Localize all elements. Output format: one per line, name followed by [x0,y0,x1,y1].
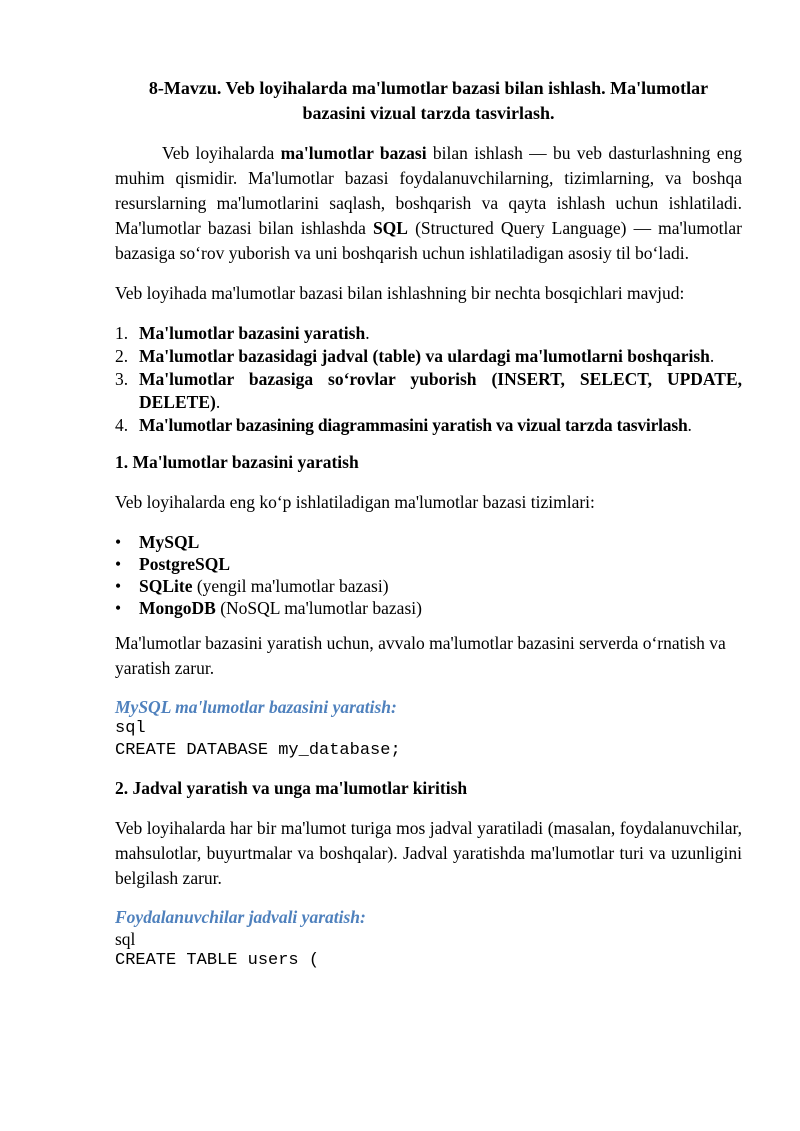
code-language: sql [115,719,146,738]
title-line-2: bazasini vizual tarzda tasvirlash. [302,103,555,123]
document-content [115,76,742,986]
code-label: MySQL ma'lumotlar bazasini yaratish: [115,697,397,717]
intro-bold-sql: SQL [372,218,408,238]
system-name: SQLite [139,576,193,596]
code-block-create-table [115,906,742,972]
list-item [115,597,742,619]
list-item [115,414,742,437]
section-2-text: Veb loyihalarda har bir ma'lumot turiga mos jadval yaratiladi (masalan, foydalanuvchilar, mahsulotlar, buyurtmalar va boshqalar). Jadval yaratishda ma'lumotlar turi va uzunligini belgilash zarur. [115,818,742,888]
code-line: CREATE DATABASE my_database; [115,741,401,760]
bullet-icon: • [115,532,122,552]
list-number: 4. [115,415,129,435]
list-item [115,531,742,553]
step-text: Ma'lumotlar bazasini yaratish [139,323,366,343]
section-1-outro: Ma'lumotlar bazasini yaratish uchun, avvalo ma'lumotlar bazasini serverda o‘rnatish va yaratish zarur. [115,633,726,678]
code-label: Foydalanuvchilar jadvali yaratish: [115,907,366,927]
step-end: . [709,346,715,366]
list-item [115,553,742,575]
system-name: MySQL [139,532,200,552]
code-line: CREATE TABLE users ( [115,951,320,970]
code-language: sql [115,929,136,949]
list-number: 1. [115,323,129,343]
list-number: 2. [115,346,129,366]
intro-text-3: (Structured Query Language) — ma'lumotlar bazasiga so‘rov yuborish va uni boshqarish uchun ishlatiladigan asosiy til bo‘ladi. [115,218,742,263]
system-note: (yengil ma'lumotlar bazasi) [192,576,389,596]
system-note: (NoSQL ma'lumotlar bazasi) [215,598,422,618]
list-number: 3. [115,369,129,389]
step-text: Ma'lumotlar bazasiga so‘rovlar yuborish (INSERT, SELECT, UPDATE, DELETE) [139,369,742,412]
code-block-create-database [115,696,742,762]
intro-text-1: Veb loyihalarda [162,143,281,163]
intro-text-2: bilan ishlash — bu veb dasturlashning eng muhim qismidir. Ma'lumotlar bazasi foydalanuvchilarning, tizimlarning, va boshqa resurslarning ma'lumotlarini saqlash, boshqarish va qayta ishlash uchun ishlatiladi. Ma'lumotlar bazasi bilan ishlashda [115,143,742,238]
list-item [115,368,742,414]
steps-intro: Veb loyihada ma'lumotlar bazasi bilan ishlashning bir nechta bosqichlari mavjud: [115,283,685,303]
bullet-icon: • [115,554,122,574]
step-end: . [215,392,221,412]
system-name: PostgreSQL [139,554,231,574]
document-title [115,76,742,126]
section-1-intro: Veb loyihalarda eng ko‘p ishlatiladigan ma'lumotlar bazasi tizimlari: [115,492,595,512]
list-item [115,575,742,597]
section-1-heading: 1. Ma'lumotlar bazasini yaratish [115,452,359,472]
bullet-icon: • [115,576,122,596]
system-name: MongoDB [139,598,216,618]
bullet-icon: • [115,598,122,618]
intro-bold-database: ma'lumotlar bazasi [280,143,427,163]
step-end: . [365,323,370,343]
list-item [115,322,742,345]
step-text: Ma'lumotlar bazasidagi jadval (table) va ulardagi ma'lumotlarni boshqarish [139,346,710,366]
steps-list [115,322,742,437]
title-line-1: 8-Mavzu. Veb loyihalarda ma'lumotlar bazasi bilan ishlash. Ma'lumotlar [148,78,709,98]
intro-paragraph [115,141,742,266]
step-end: . [687,415,692,435]
database-systems-list [115,531,742,619]
list-item [115,345,742,368]
step-text: Ma'lumotlar bazasining diagrammasini yaratish va vizual tarzda tasvirlash [139,415,688,435]
section-2-heading: 2. Jadval yaratish va unga ma'lumotlar kiritish [115,778,468,798]
